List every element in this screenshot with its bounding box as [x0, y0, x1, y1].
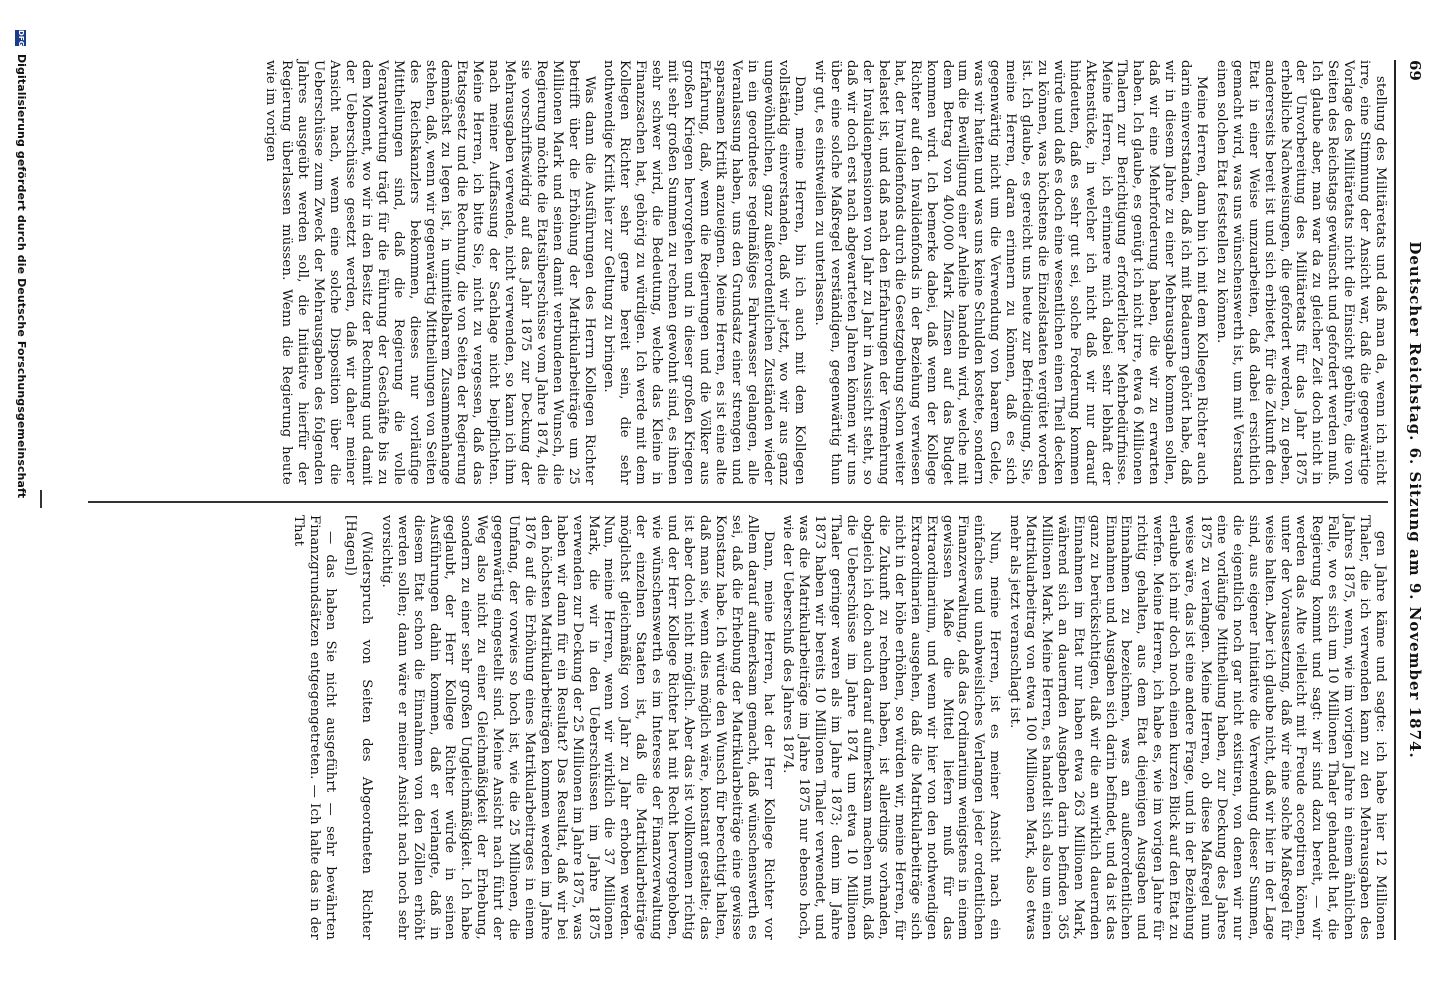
paragraph: Meine Herren, dann bin ich mit dem Kollegen Richter auch darin einverstanden, daß ich mit Bedauern gehört habe, daß wir in diesem Jahre zu einer Mehrausgabe kommen sollen, daß wir eine Mehrforderung haben, die wir zu erwarten haben. Ich glaube, es genügt ich nicht irre, etwa 6 Millionen Thalern zur Berichtigung erforderlicher Mehrbedürfnisse. Meine Herren, ich erinnere mich dabei sehr lebhaft der Aktenstücke, in welcher ich nicht daß wir nur darauf hindeuten, daß es sehr gut sei, solche Forderung kommen würde und daß es doch eine wesentlichen einen Theil decken zu können, was höchstens die Einzelstaaten vergütet worden ist. Ich glaube, es gereicht uns heute zur Befriedigung, Sie, meine Herren, daran erinnern zu können, daß es sich gegenwärtig nicht um die Verwendung von baarem Gelde, was wir hatten und was uns keine Schulden kostete, sondern um die Bewilligung einer Anleihe handeln wird, welche mit dem Betrag von 400,000 Mark Zinsen auf das Budget kommen wird. Ich bemerke dabei, daß wenn der Kollege Richter auf den Invalidenfonds in der Beziehung verwiesen hat, der Invalidenfonds durch die Gesetzgebung schon weiter belastet ist, und daß nach den Erfahrungen der Vermehrung der Invalidenpensionen von Jahr zu Jahr in Aussicht steht, so daß wir doch erst nach abgewarteten Jahren können wir uns über eine solche Maßregel verständigen, gegenwärtig thun wir gut, es einstweilen zu unterlassen. — [812, 60, 1210, 485]
paragraph: Dann, meine Herren, bin ich auch mit dem Kollegen vollständig einverstanden, daß wir jetzt, wo wir aus ganz ungewöhnlichen, ganz außerordentlichen Zuständen wieder in ein geordnetes regelmäßiges Fahrwasser gelangen, alle Veranlassung haben, uns den Grundsatz einer strengen und sparsamen Kritik anzueignen. Meine Herren, es ist eine alte Erfahrung, daß, wenn die Regierungen und die Völker aus großen Kriegen hervorgehen und in dieser großen Kriegen mit sehr großen Summen zu rechnen gewohnt sind, es ihnen sehr schwer wird, die Bedeutung, welche das Kleine in Finanzsachen hat, gehörig zu würdigen. Ich werde mit dem Kollegen Richter sehr gerne bereit sein, die sehr nothwendige Kritik hier zur Geltung zu bringen. — [601, 60, 808, 485]
paragraph: — das haben Sie nicht ausgeführt — sehr bewährten Finanzgrundsätzen entgegengetreten. — Ich halte das in der That — [291, 515, 339, 940]
header-rule — [1394, 60, 1396, 940]
digitization-credit — [6, 30, 28, 970]
paragraph: Dann, meine Herren, hat der Herr Kollege Richter vor Allem darauf aufmerksam gemacht, daß wünschenswerth es sei, daß die Erhebung der Matrikularbeiträge eine gewisse Konstanz habe. Ich würde den Wunsch für berechtigt halten, daß man sie, wenn dies möglich wäre, konstant gestalte; das ist aber doch nicht möglich. Aber das ist vollkommen richtig und der Herr Kollege Richter hat mit Recht hervorgehoben, wie wünschenswerth es im Interesse der Finanzverwaltung der einzelnen Staaten ist, daß die Matrikularbeiträge möglichst gleichmäßig von Jahr zu Jahr erhoben werden. Nun, meine Herren, wenn wir wirklich die 37 Millionen Mark, die wir in den Ueberschüssen im Jahre 1875 verwenden zur Deckung der 25 Millionen im Jahre 1875, was haben wir dann für ein Resultat? Das Resultat, daß wir bei den höchsten Matrikularbeiträgen kommen werden im Jahre 1876 auf die Erhöhung eines Matrikularbeitrages in einem Umfang, der vorwies so hoch ist, wie die 25 Millionen, die gegenwärtig eingestellt sind. Meine Ansicht nach führt der Weg also nicht zu einer Gleichmäßigkeit der Erhebung, sondern zu einer sehr großen Ungleichmäßigkeit. Ich habe geglaubt, der Herr Kollege Richter würde in seinen Ausführungen dahin kommen, daß er verlangte, daß in diesem Etat schon die Einnahmen von den Zöllen erhöht werden sollen; dann wäre er meiner Ansicht nach noch sehr vorsichtig. — [378, 515, 776, 940]
credit-text: Digitalisierung gefördert durch die Deutsche Forschungsgemeinschaft — [15, 53, 28, 499]
running-title: Deutscher Reichstag. 6. Sitzung am 9. November 1874. — [1406, 241, 1424, 759]
fold-mark — [40, 490, 42, 508]
page-header — [1398, 60, 1424, 940]
paragraph: Nun, meine Herren, ist es meiner Ansicht nach ein einfaches und unabweisliches Verlangen jeder ordentlichen Finanzverwaltung, daß das Ordinarium wenigstens in einem gewissen Maße die Mittel liefern muß für das Extraordinarium, und wenn wir hier von den nothwendigen Extraordinarien ausgehen, daß die Matrikularbeiträge sich nicht in der höhe erhöhen, so würden wir, meine Herren, für die Zukunft zu rechnen haben, ist allerdings vorhanden, obgleich ich doch auch darauf aufmerksam machen muß, daß die Ueberschüsse im Jahre 1874 um etwa 10 Millionen Thaler geringer waren als im Jahre 1873; denn im Jahre 1873 haben wir bereits 10 Millionen Thaler verwendet, und was die Matrikularbeiträge im Jahre 1875 nur ebenso hoch, wie der Ueberschuß des Jahres 1874. — [780, 515, 1003, 940]
right-column — [291, 515, 1388, 940]
paragraph: Was dann die Ausführungen des Herrn Kollegen Richter betrifft über die Erhöhung der Matrikularbeiträge um 25 Millionen Mark und seinen damit verbundenen Wunsch, die Regierung möchte die Etatsüberschüsse vom Jahre 1874, die sie vorschriftswidrig auf das Jahr 1875 zur Deckung der Mehrausgaben verwende, nicht verwenden, so kann ich ihm nach meiner Auffassung der Sachlage nicht beipflichten. Meine Herren, ich bitte Sie, nicht zu vergessen, daß das Etatsgesetz und die Rechnung, die von Seiten der Regierung demnächst zu legen ist, in unmittelbarem Zusammenhange stehen, daß, wenn wir gegenwärtig Mittheilungen von Seiten des Reichskanzlers bekommen, dieses nur vorläufige Mittheilungen sind, daß die Regierung die volle Verantwortung trägt für die Führung der Geschäfte bis zu dem Moment, wo wir in den Besitz der Rechnung und damit der Ueberschüsse gesetzt werden, daß wir daher meiner Ansicht nach, wenn eine solche Disposition über die Ueberschüsse zum Zweck der Mehrausgaben des folgenden Jahres ausgeübt werden soll, die Initiative hierfür der Regierung überlassen müssen. Wenn die Regierung heute wie im vorigen — [263, 60, 597, 485]
left-column — [88, 60, 1388, 485]
interjection: (Widerspruch von Seiten des Abgeordneten Richter [Hagen]) — [343, 515, 374, 940]
paragraph: gen Jahre käme und sagte: ich habe hier 12 Millionen Thaler, die ich verwenden kann zu den Mehrausgaben des Jahres 1875, wenn, wie im vorigen Jahre in einem ähnlichen Falle, wo es sich um 10 Millionen Thaler gehandelt hat, die Regierung kommt und sagt: wir sind dazu bereit, — wir werden das Alte vielleicht mit Freude acceptiren können, unter der Voraussetzung, daß wir eine solche Maßregel für weise halten. Aber ich glaube nicht, daß wir hier in der Lage sind, aus eigener Initiative die Verwendung dieser Summen, die eigentlich noch gar nicht existiren, von denen wir nur eine vorläufige Mittheilung haben, zur Deckung des Jahres 1875 zu verlangen. Meine Herren, ob diese Maßregel nun weise wäre, das ist eine andere Frage, und in der Beziehung erlaube ich mir doch noch einen kurzen Blick auf den Etat zu werfen. Meine Herren, ich habe es, wie im vorigen Jahre für richtig gehalten, aus dem Etat diejenigen Ausgaben und Einnahmen zu bezeichnen, was an außerordentlichen Einnahmen und Ausgaben sich darin befindet, und da ist das ganz zu berücksichtigen, daß wir die an wirklich dauernden Einnahmen im Etat nur haben etwa 263 Millionen Mark, während sich an dauernden Ausgaben darin befinden 365 Millionen Mark. Meine Herren, es handelt sich also um einen Matrikularbeitrag von etwa 100 Millionen Mark, also etwas mehr als jetzt veranschlagt ist. — [1007, 515, 1388, 940]
paragraph: stellung des Militäretats und daß man da, wenn ich nicht irre, eine Stimmung der Ansicht war, daß die gegenwärtige Vorlage des Militäretats nicht die Einsicht gebühre, die von Seiten des Reichstags gewünscht und gefordert werden muß. Ich glaube aber, man war da zu gleicher Zeit doch nicht in der Unvorbereitung des Militäretats für das Jahr 1875 erhebliche Nachweisungen, die gefordert werden, zu geben, andererseits bereit ist und sich erbietet, für die Zukunft den Etat in einer Weise umzuarbeiten, daß dabei ersichtlich gemacht wird, was uns wünschenswerth ist, um mit Verstand einen solchen Etat feststellen zu können. — [1213, 60, 1388, 485]
dfg-logo: DFG — [17, 30, 26, 47]
page-number: 69 — [1406, 60, 1424, 81]
column-divider — [88, 501, 1388, 503]
